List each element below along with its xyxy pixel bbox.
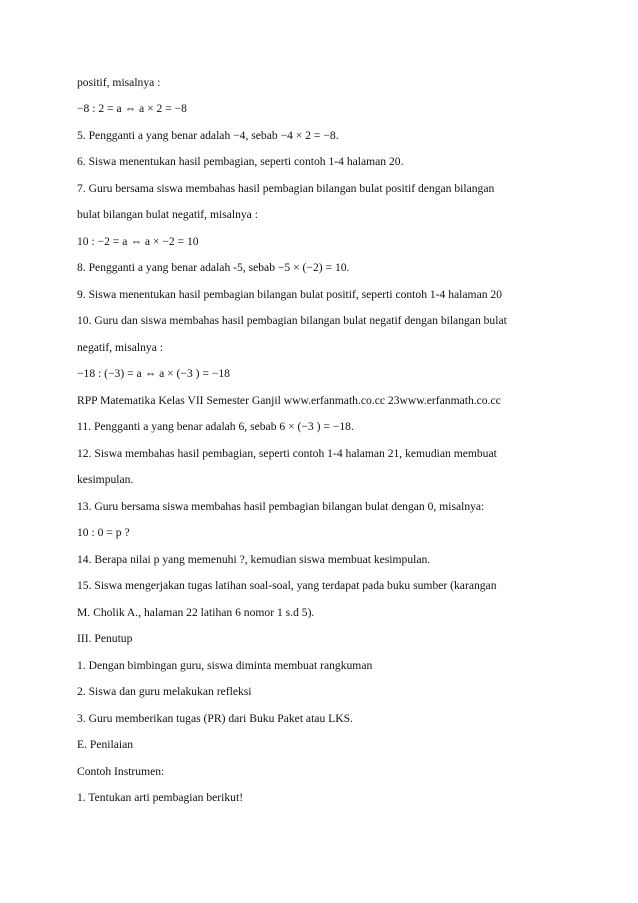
step-14: 14. Berapa nilai p yang memenuhi ?, kemudian siswa membuat kesimpulan. (77, 553, 431, 566)
step-12-continuation: kesimpulan. (77, 473, 134, 486)
section-heading-penutup: III. Penutup (77, 632, 133, 645)
equation-line: −18 : (−3) = a ⇔ a × (−3 ) = −18 (77, 367, 230, 380)
step-15-continuation: M. Cholik A., halaman 22 latihan 6 nomor 1 s.d 5). (77, 606, 315, 619)
instrument-item-1: 1. Tentukan arti pembagian berikut! (77, 791, 244, 804)
step-15: 15. Siswa mengerjakan tugas latihan soal-soal, yang terdapat pada buku sumber (karangan (77, 579, 497, 592)
step-8: 8. Pengganti a yang benar adalah -5, sebab −5 × (−2) = 10. (77, 261, 350, 274)
step-7: 7. Guru bersama siswa membahas hasil pembagian bilangan bulat positif dengan bilangan (77, 182, 495, 195)
step-12: 12. Siswa membahas hasil pembagian, seperti contoh 1-4 halaman 21, kemudian membuat (77, 447, 497, 460)
closing-item-3: 3. Guru memberikan tugas (PR) dari Buku Paket atau LKS. (77, 712, 353, 725)
equation-line: −8 : 2 = a ⇔ a × 2 = −8 (77, 102, 187, 115)
page-footer-note: RPP Matematika Kelas VII Semester Ganjil www.erfanmath.co.cc 23www.erfanmath.co.cc (77, 394, 501, 407)
equation-line: 10 : 0 = p ? (77, 526, 130, 539)
step-9: 9. Siswa menentukan hasil pembagian bilangan bulat positif, seperti contoh 1-4 halaman 20 (77, 288, 503, 301)
section-heading-penilaian: E. Penilaian (77, 738, 134, 751)
step-13: 13. Guru bersama siswa membahas hasil pembagian bilangan bulat dengan 0, misalnya: (77, 500, 485, 513)
text-line-intro: positif, misalnya : (77, 76, 161, 89)
equation-line: 10 : −2 = a ⇔ a × −2 = 10 (77, 235, 199, 248)
step-7-continuation: bulat bilangan bulat negatif, misalnya : (77, 208, 258, 221)
instrument-heading: Contoh Instrumen: (77, 765, 165, 778)
step-5: 5. Pengganti a yang benar adalah −4, sebab −4 × 2 = −8. (77, 129, 339, 142)
closing-item-1: 1. Dengan bimbingan guru, siswa diminta membuat rangkuman (77, 659, 373, 672)
closing-item-2: 2. Siswa dan guru melakukan refleksi (77, 685, 252, 698)
step-10: 10. Guru dan siswa membahas hasil pembagian bilangan bulat negatif dengan bilangan bulat (77, 314, 507, 327)
step-6: 6. Siswa menentukan hasil pembagian, seperti contoh 1-4 halaman 20. (77, 155, 404, 168)
step-11: 11. Pengganti a yang benar adalah 6, sebab 6 × (−3 ) = −18. (77, 420, 354, 433)
step-10-continuation: negatif, misalnya : (77, 341, 163, 354)
